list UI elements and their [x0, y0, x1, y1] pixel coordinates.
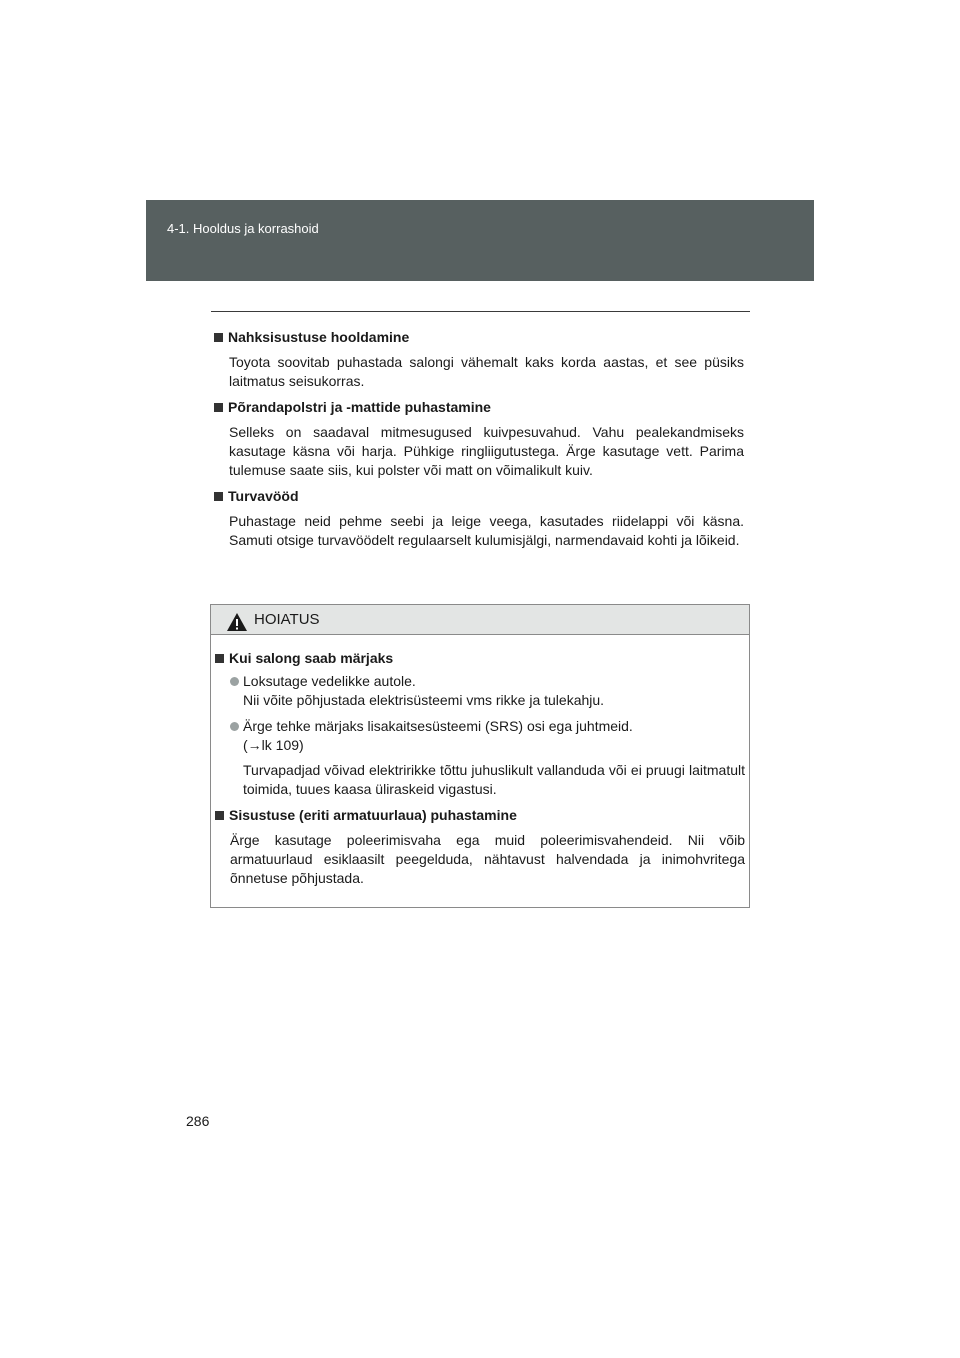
- warning-section-heading: [215, 806, 745, 825]
- square-bullet-icon: [214, 333, 223, 342]
- warning-label: HOIATUS: [254, 611, 320, 628]
- warning-triangle-icon: [226, 612, 248, 632]
- warning-section-title: Sisustuse (eriti armatuurlaua) puhastamine: [229, 807, 517, 823]
- item-title: Nahksisustuse hooldamine: [228, 329, 410, 345]
- warning-header: [211, 605, 749, 635]
- warning-text: Ärge kasutage poleerimisvaha ega muid poleerimisvahendeid. Nii võib armatuurlaud esiklaasilt peegelduda, nähtavust halvendada ja inimohvritega õnnetuse põhjustada.: [230, 832, 745, 886]
- round-bullet-icon: [230, 722, 239, 731]
- warning-section-title: Kui salong saab märjaks: [229, 650, 394, 666]
- item-title: Turvavööd: [228, 488, 299, 504]
- item-text: Puhastage neid pehme seebi ja leige veega, kasutades riidelappi või käsna. Samuti otsige turvavöödelt regulaarselt kulumisjälgi, narmendavaid kohti ja lõikeid.: [229, 513, 744, 548]
- item-heading: [214, 328, 744, 347]
- main-content: [214, 328, 744, 550]
- round-bullet-icon: [230, 677, 239, 686]
- bullet-line: Ärge tehke märjaks lisakaitsesüsteemi (SRS) osi ega juhtmeid.: [243, 718, 633, 734]
- warning-bullet: [230, 672, 745, 710]
- warning-box: [210, 604, 750, 908]
- bullet-line: Loksutage vedelikke autole.: [243, 673, 416, 689]
- page-reference: (→lk 109): [243, 737, 304, 753]
- warning-section-heading: [215, 649, 745, 668]
- square-bullet-icon: [214, 492, 223, 501]
- item-text: Selleks on saadaval mitmesugused kuivpesuvahud. Vahu pealekandmiseks kasutage käsna või harja. Pühkige ringliigutustega. Ärge kasutage vett. Parima tulemuse saate siis, kui polster või matt on võimalikult kuiv.: [229, 424, 744, 478]
- section-title: 4-1. Hooldus ja korrashoid: [167, 221, 319, 236]
- square-bullet-icon: [214, 403, 223, 412]
- page-number: 286: [186, 1113, 210, 1129]
- item-heading: [214, 398, 744, 417]
- item-heading: [214, 487, 744, 506]
- bullet-line: Nii võite põhjustada elektrisüsteemi vms rikke ja tulekahju.: [243, 692, 605, 708]
- warning-text: Turvapadjad võivad elektririkke tõttu juhuslikult vallanduda või ei pruugi laitmatult toimida, tuues kaasa üliraskeid vigastusi.: [243, 762, 745, 797]
- square-bullet-icon: [215, 811, 224, 820]
- square-bullet-icon: [215, 654, 224, 663]
- item-title: Põrandapolstri ja -mattide puhastamine: [228, 399, 491, 415]
- section-divider: [211, 311, 750, 312]
- warning-body: [211, 635, 749, 888]
- item-text: Toyota soovitab puhastada salongi vähemalt kaks korda aastas, et see püsiks laitmatus seisukorras.: [229, 354, 744, 389]
- chapter-header-band: [146, 200, 814, 281]
- warning-bullet: [230, 717, 745, 755]
